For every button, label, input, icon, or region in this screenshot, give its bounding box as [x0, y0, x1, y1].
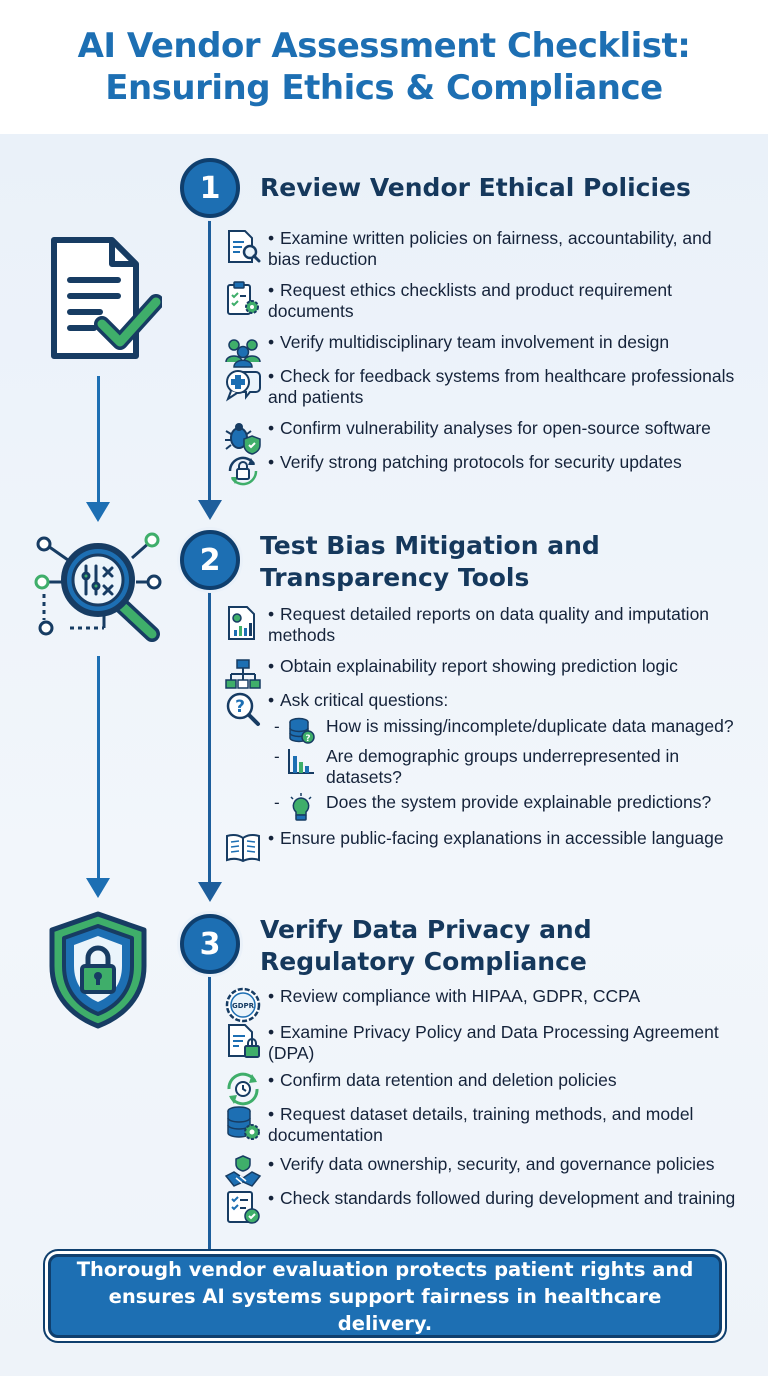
- sub-item: - Are demographic groups underrepresented in datasets?: [274, 746, 746, 788]
- list-item: [224, 1104, 738, 1146]
- patch-update-icon: [224, 452, 262, 490]
- item-text: • Check standards followed during development and training: [268, 1188, 736, 1208]
- step-number-1: 1: [180, 158, 240, 218]
- item-text: • Confirm data retention and deletion policies: [268, 1070, 617, 1090]
- list-item: [224, 828, 738, 866]
- medical-chat-icon: [224, 366, 262, 404]
- item-text: • Obtain explainability report showing prediction logic: [268, 656, 678, 676]
- sub-item-text: How is missing/incomplete/duplicate data managed?: [326, 716, 734, 736]
- item-text: • Request dataset details, training methods, and model documentation: [268, 1104, 694, 1145]
- hierarchy-icon: [224, 656, 262, 694]
- list-item: [224, 986, 738, 1024]
- handshake-shield-icon: [224, 1154, 262, 1192]
- timeline-segment-1: [208, 210, 211, 506]
- sub-item: - Does the system provide explainable predictions?: [274, 792, 768, 822]
- question-search-icon: [224, 690, 262, 728]
- shield-lock-icon: [46, 910, 150, 1030]
- timeline-segment-2: [208, 590, 211, 888]
- left-arrow-2-head: [86, 878, 110, 898]
- section-2-title: Test Bias Mitigation and Transparency Tools: [260, 531, 600, 592]
- document-search-icon: [224, 228, 262, 266]
- svg-text:?: ?: [235, 697, 245, 717]
- svg-text:GDPR: GDPR: [231, 1002, 255, 1010]
- list-item: [224, 1188, 738, 1226]
- list-item: [224, 366, 738, 408]
- list-item: [224, 332, 738, 370]
- timeline-arrow-1: [198, 500, 222, 520]
- compliance-seal-icon: [224, 986, 262, 1024]
- sub-item-text: Does the system provide explainable predictions?: [326, 792, 712, 812]
- list-item: [224, 418, 738, 456]
- list-item: [224, 452, 738, 490]
- left-arrow-1-head: [86, 502, 110, 522]
- section-1-title: Review Vendor Ethical Policies: [260, 173, 691, 202]
- step-number-3: 3: [180, 914, 240, 974]
- summary-banner: [48, 1254, 722, 1338]
- item-text: • Confirm vulnerability analyses for open-source software: [268, 418, 711, 438]
- left-arrow-1-line: [97, 376, 100, 504]
- item-text: • Ask critical questions:: [268, 690, 449, 710]
- team-icon: [224, 332, 262, 370]
- checklist-icon: [224, 1188, 262, 1226]
- item-text: • Request detailed reports on data quality and imputation methods: [268, 604, 710, 645]
- list-item: [224, 1154, 738, 1192]
- title-line-1: AI Vendor Assessment Checklist:: [77, 26, 691, 66]
- item-text: • Request ethics checklists and product requirement documents: [268, 280, 673, 321]
- list-item: [224, 656, 738, 694]
- section-3-title: Verify Data Privacy and Regulatory Compliance: [260, 915, 592, 976]
- timeline-arrow-2: [198, 882, 222, 902]
- item-text: • Review compliance with HIPAA, GDPR, CCPA: [268, 986, 641, 1006]
- lightbulb-icon: [286, 792, 316, 822]
- open-book-icon: [224, 828, 262, 866]
- list-item: [224, 604, 738, 646]
- list-item: [224, 228, 738, 270]
- summary-text: Thorough vendor evaluation protects patient rights and ensures AI systems support fairness in healthcare delivery.: [76, 1257, 694, 1335]
- step-number-2: 2: [180, 530, 240, 590]
- sub-item-text: Are demographic groups underrepresented in datasets?: [326, 746, 680, 787]
- list-item: [224, 1022, 738, 1064]
- item-text: • Examine Privacy Policy and Data Processing Agreement (DPA): [268, 1022, 719, 1063]
- timeline-segment-3: [208, 970, 211, 1260]
- left-arrow-2-line: [97, 656, 100, 880]
- item-text: • Check for feedback systems from healthcare professionals and patients: [268, 366, 735, 407]
- network-magnifier-icon: [34, 530, 164, 642]
- document-lock-icon: [224, 1022, 262, 1060]
- sub-item: - ? How is missing/incomplete/duplicate data managed?: [274, 716, 768, 746]
- header: [0, 0, 768, 134]
- list-item: [224, 280, 738, 322]
- bug-shield-icon: [224, 418, 262, 456]
- database-question-icon: [286, 716, 316, 746]
- list-item: [224, 1070, 738, 1108]
- title-line-2: Ensuring Ethics & Compliance: [105, 68, 663, 108]
- bar-chart-icon: [286, 746, 316, 776]
- item-text: • Ensure public-facing explanations in accessible language: [268, 828, 724, 848]
- item-text: • Verify strong patching protocols for security updates: [268, 452, 682, 472]
- svg-text:?: ?: [305, 734, 311, 744]
- item-text: • Examine written policies on fairness, accountability, and bias reduction: [268, 228, 712, 269]
- clipboard-gear-icon: [224, 280, 262, 318]
- report-chart-icon: [224, 604, 262, 642]
- item-text: • Verify multidisciplinary team involvement in design: [268, 332, 670, 352]
- item-text: • Verify data ownership, security, and governance policies: [268, 1154, 715, 1174]
- retention-cycle-icon: [224, 1070, 262, 1108]
- page-title: [78, 25, 691, 109]
- database-gear-icon: [224, 1104, 262, 1142]
- document-check-icon: [50, 236, 162, 362]
